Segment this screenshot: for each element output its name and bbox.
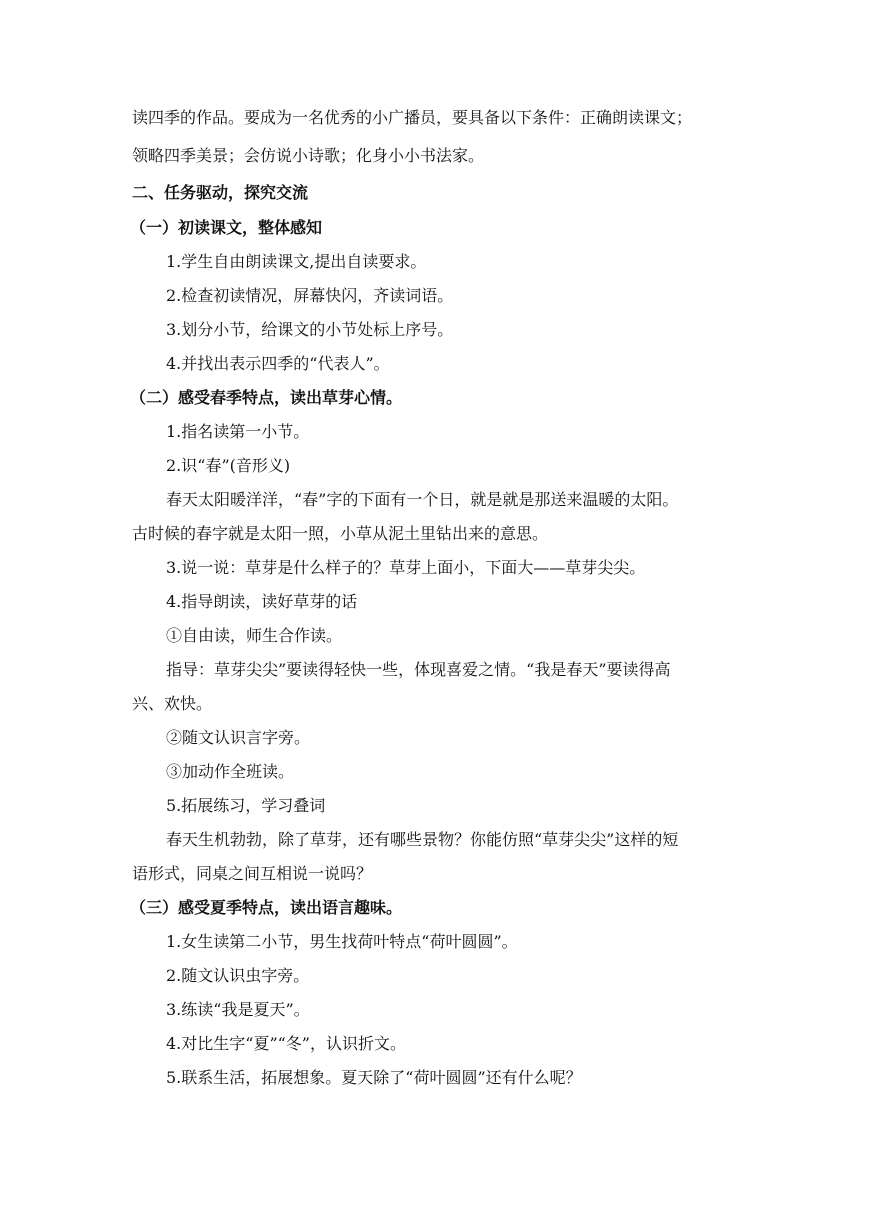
paragraph-line: 春天生机勃勃，除了草芽，还有哪些景物？你能仿照“草芽尖尖”这样的短	[166, 830, 679, 849]
list-item: 1.女生读第二小节，男生找荷叶特点“荷叶圆圆”。	[166, 932, 518, 951]
subsection-heading-3: （三）感受夏季特点，读出语言趣味。	[130, 898, 403, 917]
intro-line-2: 领略四季美景；会仿说小诗歌；化身小小书法家。	[132, 146, 485, 165]
list-item: 4.并找出表示四季的“代表人”。	[166, 354, 390, 373]
paragraph-line: 指导：草芽尖尖”要读得轻快一些，体现喜爱之情。“我是春天”要读得高	[166, 660, 671, 679]
subsection-heading-1: （一）初读课文，整体感知	[130, 218, 323, 237]
paragraph-line: 语形式，同桌之间互相说一说吗？	[132, 864, 373, 883]
sub-item: ①自由读，师生合作读。	[166, 626, 343, 645]
paragraph-line: 古时候的春字就是太阳一照，小草从泥土里钻出来的意思。	[132, 524, 549, 543]
list-item: 1.指名读第一小节。	[166, 422, 310, 441]
section-heading-2: 二、任务驱动，探究交流	[132, 183, 309, 202]
paragraph-line: 兴、欢快。	[132, 694, 213, 713]
list-item: 1.学生自由朗读课文,提出自读要求。	[166, 252, 427, 271]
list-item: 3.练读“我是夏天”。	[166, 1000, 310, 1019]
list-item: 5.联系生活，拓展想象。夏天除了“荷叶圆圆”还有什么呢？	[166, 1068, 582, 1087]
list-item: 2.识“春”(音形义)	[166, 456, 291, 475]
list-item: 2.检查初读情况，屏幕快闪，齐读词语。	[166, 286, 454, 305]
subsection-heading-2: （二）感受春季特点，读出草芽心情。	[130, 388, 403, 407]
list-item: 4.对比生字“夏”“冬”，认识折文。	[166, 1034, 406, 1053]
list-item: 5.拓展练习，学习叠词	[166, 796, 326, 815]
intro-line-1: 读四季的作品。要成为一名优秀的小广播员，要具备以下条件：正确朗读课文；	[132, 108, 693, 127]
list-item: 2.随文认识虫字旁。	[166, 966, 310, 985]
list-item: 3.划分小节，给课文的小节处标上序号。	[166, 320, 454, 339]
list-item: 4.指导朗读，读好草芽的话	[166, 592, 358, 611]
sub-item: ③加动作全班读。	[166, 762, 295, 781]
sub-item: ②随文认识言字旁。	[166, 728, 311, 747]
list-item: 3.说一说：草芽是什么样子的？草芽上面小，下面大——草芽尖尖。	[166, 558, 646, 577]
paragraph-line: 春天太阳暖洋洋，“春”字的下面有一个日，就是就是那送来温暖的太阳。	[166, 490, 679, 509]
